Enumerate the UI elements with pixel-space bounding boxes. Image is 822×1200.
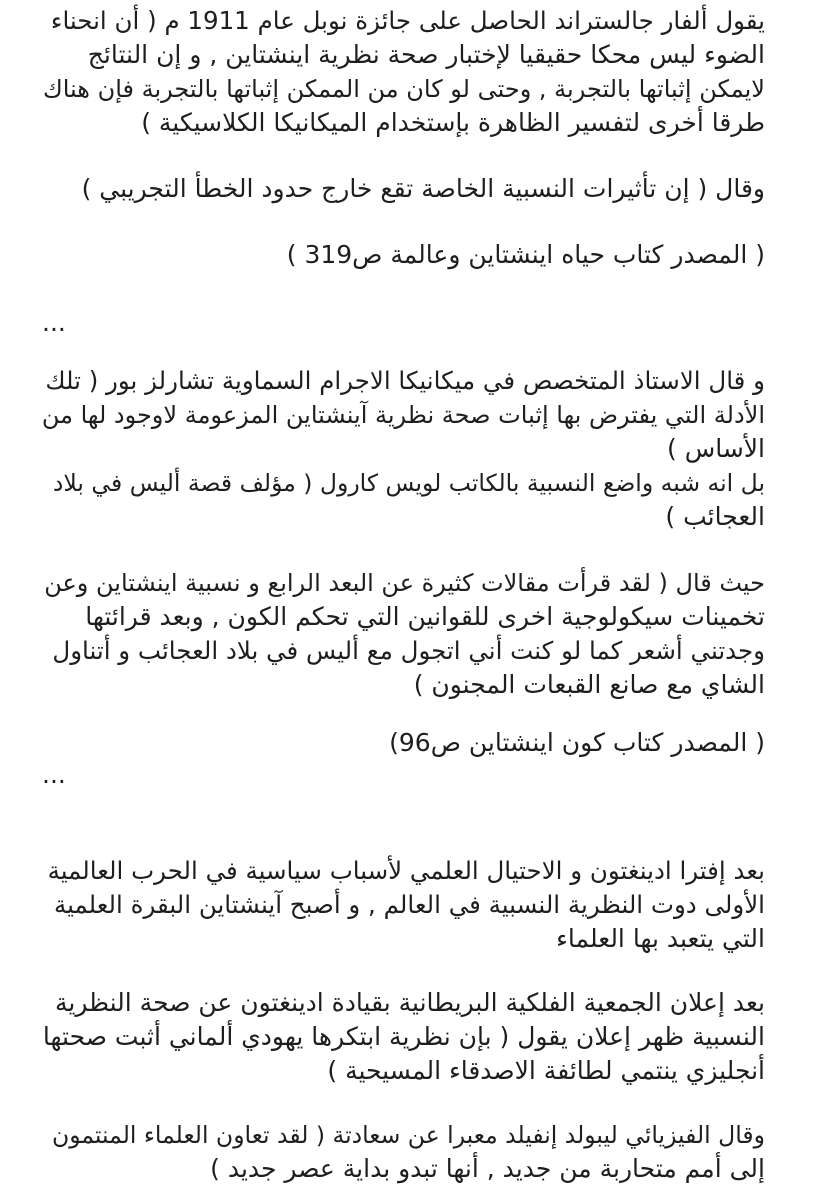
ellipsis-separator: ...	[42, 308, 66, 337]
text-line: لايمكن إثباتها بالتجربة , وحتى لو كان من الممكن إثباتها بالتجربة فإن هناك	[42, 75, 765, 103]
text-line: الأولى دوت النظرية النسبية في العالم , و أصبح آينشتاين البقرة العلمية	[53, 890, 765, 919]
text-line: أنجليزي ينتمي لطائفة الاصدقاء المسيحية )	[327, 1056, 765, 1085]
source-citation: ( المصدر كتاب كون اينشتاين ص96)	[389, 728, 765, 757]
text-line: بل انه شبه واضع النسبية بالكاتب لويس كارول ( مؤلف قصة أليس في بلاد	[52, 469, 765, 497]
text-line: إلى أمم متحاربة من جديد , أنها تبدو بداية عصر جديد )	[210, 1154, 765, 1183]
text-line: النسبية ظهر إعلان يقول ( بإن نظرية ابتكرها يهودي ألماني أثبت صحتها	[42, 1022, 765, 1051]
text-line: وجدتني أشعر كما لو كنت أني اتجول مع أليس في بلاد العجائب و أتناول	[52, 636, 765, 665]
text-line: وقال الفيزيائي ليبولد إنفيلد معبرا عن سعادتة ( لقد تعاون العلماء المنتمون	[51, 1121, 765, 1149]
text-line: الضوء ليس محكا حقيقيا لإختبار صحة نظرية اينشتاين , و إن النتائج	[87, 40, 765, 69]
text-line: يقول ألفار جالستراند الحاصل على جائزة نوبل عام 1911 م ( أن انحناء	[50, 6, 765, 35]
text-line: و قال الاستاذ المتخصص في ميكانيكا الاجرام السماوية تشارلز بور ( تلك	[45, 366, 765, 395]
text-line: بعد إعلان الجمعية الفلكية البريطانية بقيادة ادينغتون عن صحة النظرية	[54, 988, 765, 1017]
text-line: الأساس )	[667, 434, 765, 463]
text-line: الأدلة التي يفترض بها إثبات صحة نظرية آينشتاين المزعومة لاوجود لها من	[41, 401, 765, 429]
text-line: طرقا أخرى لتفسير الظاهرة بإستخدام الميكانيكا الكلاسيكية )	[141, 108, 765, 137]
text-line: حيث قال ( لقد قرأت مقالات كثيرة عن البعد الرابع و نسبية اينشتاين وعن	[44, 569, 765, 597]
text-line: التي يتعبد بها العلماء	[556, 924, 765, 953]
source-citation: ( المصدر كتاب حياه اينشتاين وعالمة ص319 )	[286, 240, 765, 269]
ellipsis-separator: ...	[42, 760, 66, 789]
text-line: بعد إفترا ادينغتون و الاحتيال العلمي لأسباب سياسية في الحرب العالمية	[47, 856, 765, 885]
text-line: الشاي مع صانع القبعات المجنون )	[413, 670, 765, 699]
text-line: العجائب )	[665, 502, 765, 531]
text-line: وقال ( إن تأثيرات النسبية الخاصة تقع خارج حدود الخطأ التجريبي )	[81, 174, 765, 203]
text-line: تخمينات سيكولوجية اخرى للقوانين التي تحكم الكون , وبعد قرائتها	[85, 602, 765, 631]
